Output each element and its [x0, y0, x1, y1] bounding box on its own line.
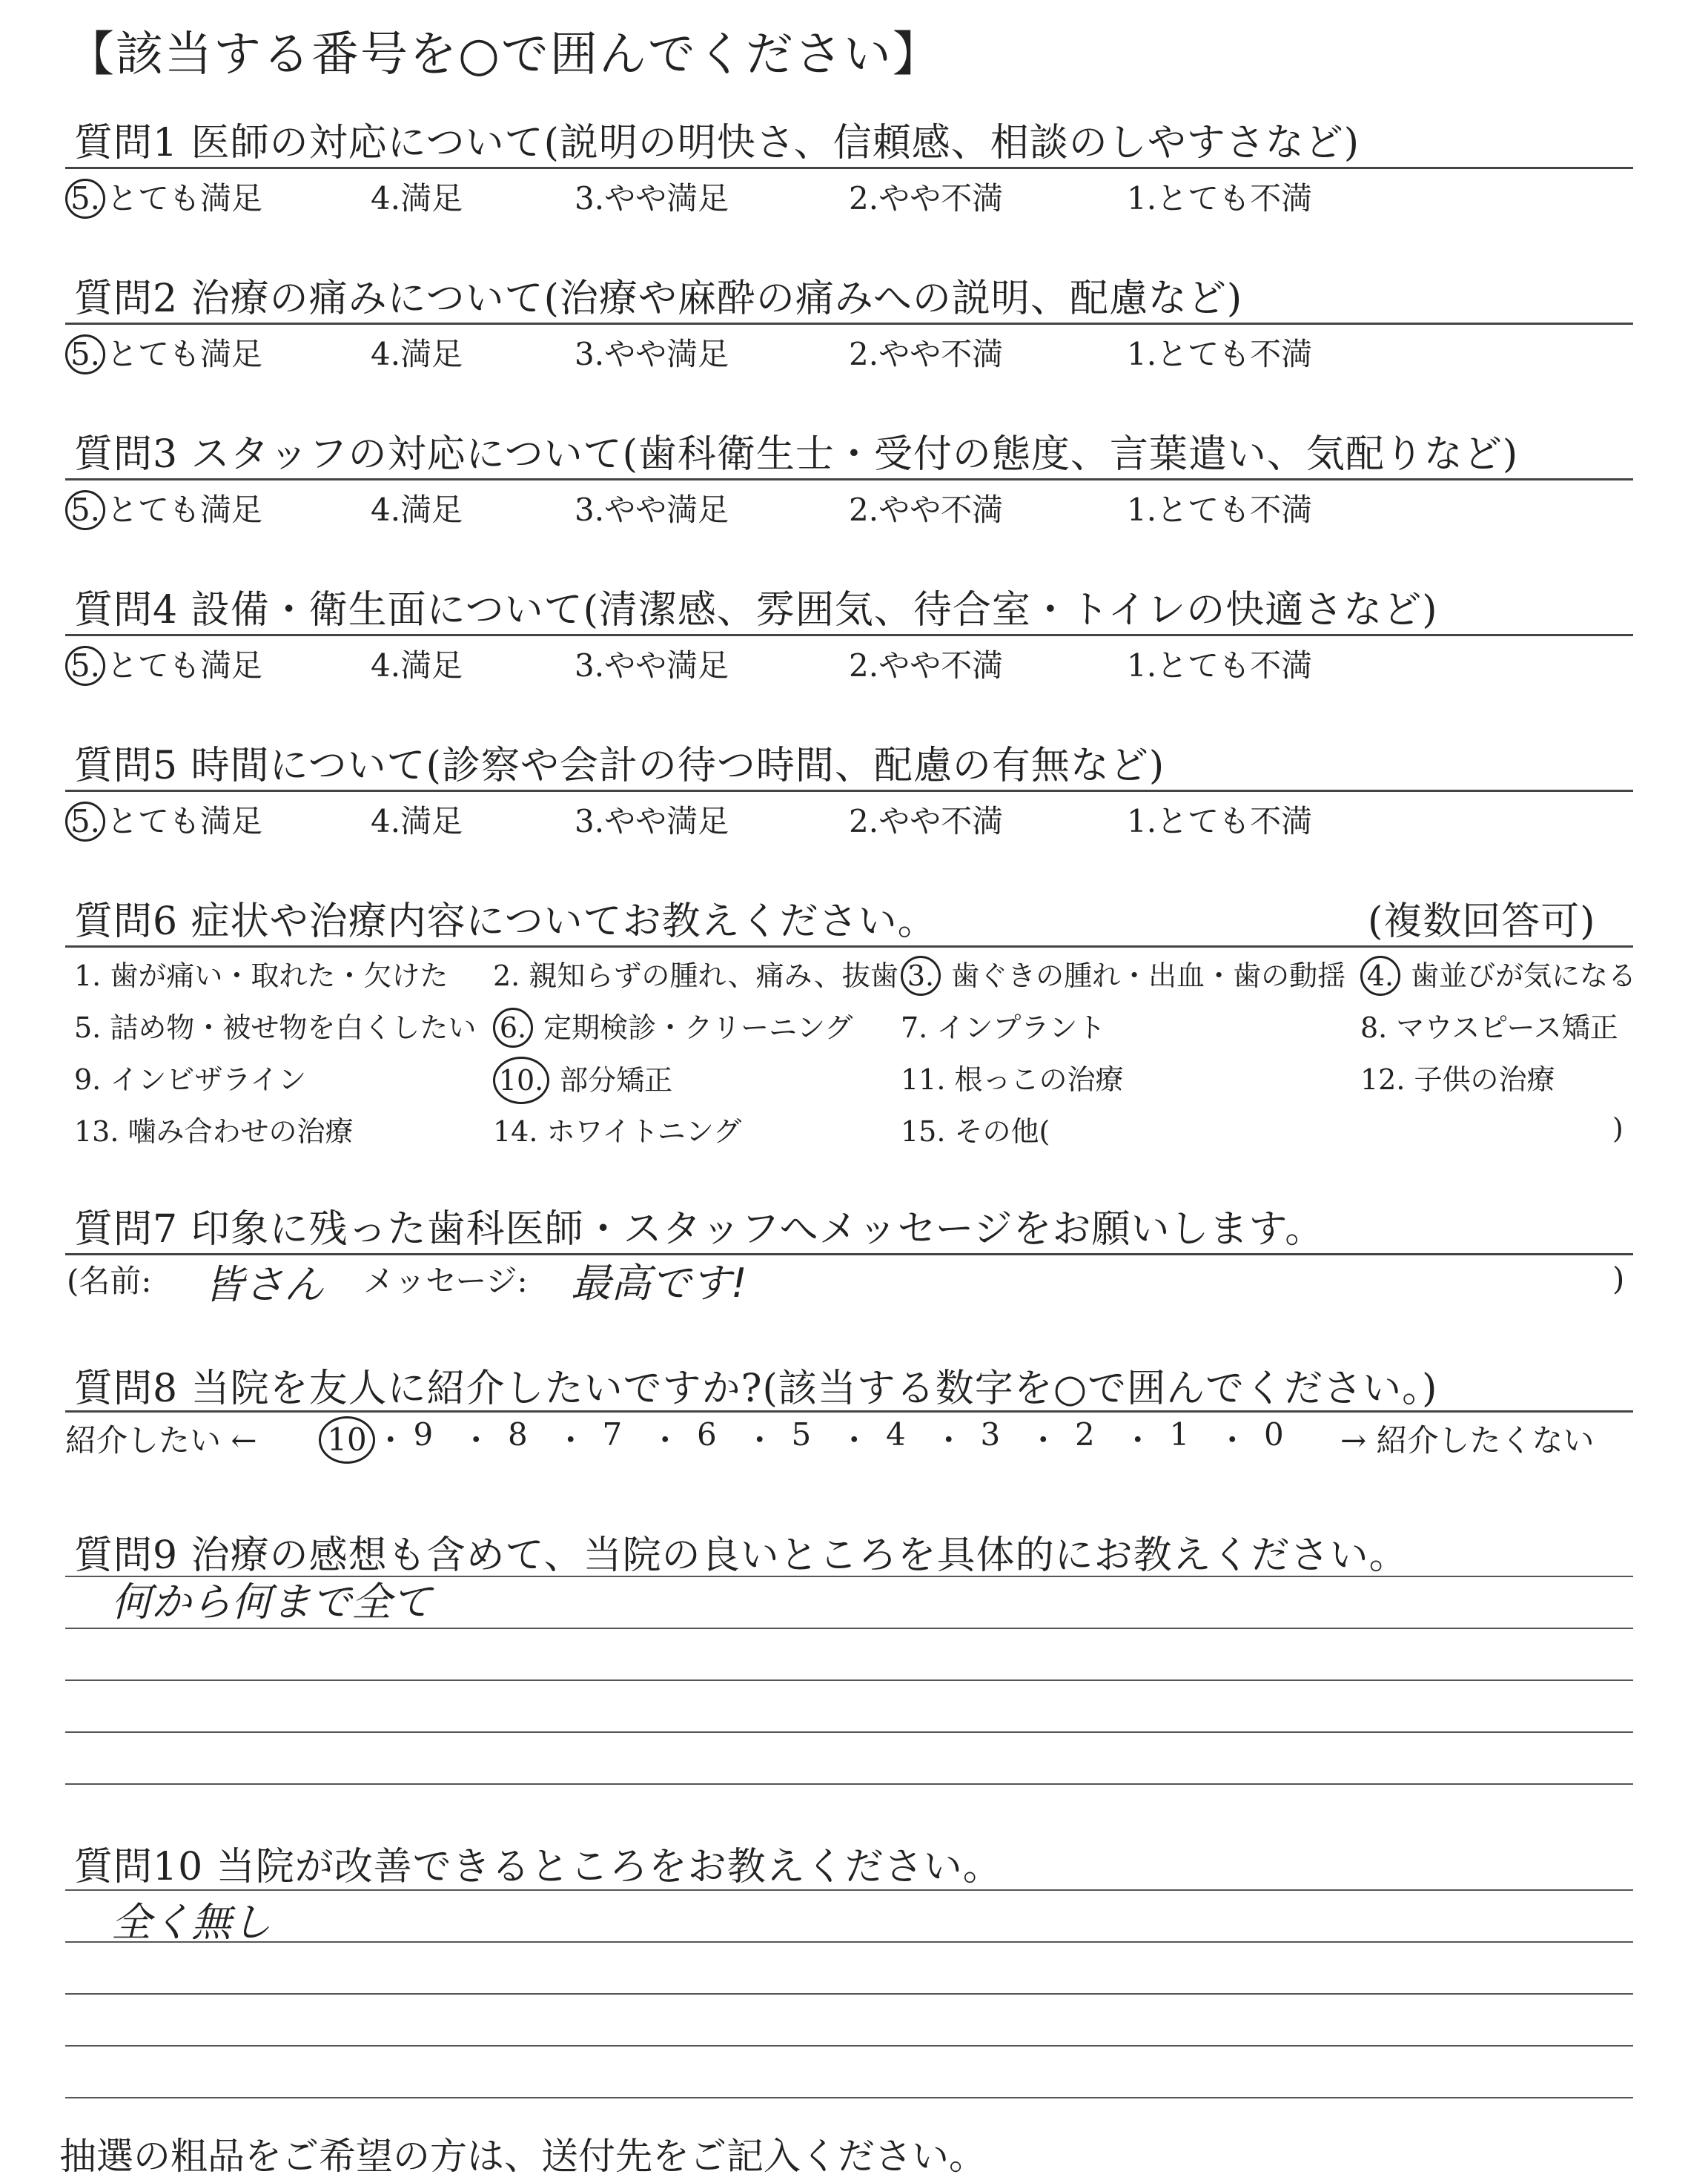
q4-option-3[interactable]: 3.やや満足 — [575, 647, 729, 684]
q10-line-5 — [65, 2097, 1633, 2098]
q1-title: 質問1 医師の対応について(説明の明快さ、信頼感、相談のしやすさなど) — [74, 121, 1360, 165]
q10-line-2 — [65, 1941, 1633, 1943]
q2-rule — [65, 323, 1633, 325]
q6-option-9[interactable]: 9. インビザライン — [74, 1063, 307, 1096]
q5-option-4[interactable]: 4.満足 — [371, 803, 463, 839]
q5-option-2[interactable]: 2.やや不満 — [849, 803, 1004, 839]
q8-left-label: 紹介したい ← — [65, 1422, 257, 1459]
q8-right-label: → 紹介したくない — [1340, 1422, 1595, 1459]
q4-option-2[interactable]: 2.やや不満 — [849, 647, 1004, 684]
q9-title: 質問9 治療の感想も含めて、当院の良いところを具体的にお教えください。 — [74, 1533, 1409, 1578]
q6-note: (複数回答可) — [1368, 899, 1596, 944]
q8-separator: ・ — [555, 1422, 586, 1459]
q10-line-3 — [65, 1993, 1633, 1995]
q8-scale-10[interactable] — [319, 1416, 377, 1464]
q3-option-5[interactable]: 5. とても満足 — [65, 486, 262, 530]
q1-rule — [65, 167, 1633, 169]
q2-option-1[interactable]: 1.とても不満 — [1127, 336, 1313, 372]
q5-title: 質問5 時間について(診察や会計の待つ時間、配慮の有無など) — [74, 744, 1165, 788]
q6-option-14[interactable]: 14. ホワイトニング — [493, 1115, 742, 1148]
q3-option-4[interactable]: 4.満足 — [371, 492, 463, 528]
q6-title: 質問6 症状や治療内容についてお教えください。 — [74, 899, 937, 944]
q6-option-1[interactable]: 1. 歯が痛い・取れた・欠けた — [74, 959, 448, 992]
form-header: 【該当する番号を○で囲んでください】 — [67, 27, 941, 82]
q7-close-paren: ) — [1612, 1261, 1625, 1297]
q9-line-4 — [65, 1731, 1633, 1733]
q6-option-13[interactable]: 13. 噛み合わせの治療 — [74, 1115, 354, 1148]
q8-scale-0[interactable]: 0 — [1264, 1416, 1284, 1453]
q8-separator: ・ — [744, 1422, 775, 1459]
q8-separator: ・ — [374, 1422, 406, 1459]
q1-option-1[interactable]: 1.とても不満 — [1127, 180, 1313, 217]
q6-option-10[interactable]: 10. 部分矯正 — [493, 1057, 672, 1104]
q8-scale-2[interactable]: 2 — [1075, 1416, 1095, 1453]
q10-line-4 — [65, 2045, 1633, 2047]
q10-line-1 — [65, 1889, 1633, 1891]
q8-separator: ・ — [1122, 1422, 1153, 1459]
q6-option-3[interactable]: 3. 歯ぐきの腫れ・出血・歯の動揺 — [901, 953, 1345, 996]
q7-message-label: メッセージ: — [363, 1263, 528, 1299]
q3-option-2[interactable]: 2.やや不満 — [849, 492, 1004, 528]
q3-rule — [65, 478, 1633, 480]
q8-scale-7[interactable]: 7 — [602, 1416, 623, 1453]
q8-scale-6[interactable]: 6 — [697, 1416, 717, 1453]
q8-separator: ・ — [1217, 1422, 1248, 1459]
q8-separator: ・ — [1027, 1422, 1059, 1459]
q2-option-4[interactable]: 4.満足 — [371, 336, 463, 372]
q8-scale-3[interactable]: 3 — [980, 1416, 1001, 1453]
selection-circle: 3. — [901, 956, 941, 996]
q2-option-5[interactable]: 5. とても満足 — [65, 330, 262, 374]
q4-option-5[interactable]: 5. とても満足 — [65, 641, 262, 686]
q10-answer[interactable]: 全く無し — [111, 1899, 271, 1946]
q5-option-3[interactable]: 3.やや満足 — [575, 803, 729, 839]
q5-option-1[interactable]: 1.とても不満 — [1127, 803, 1313, 839]
selection-circle: 5. — [65, 490, 105, 530]
selection-circle: 5. — [65, 179, 105, 219]
q4-rule — [65, 634, 1633, 636]
q1-option-3[interactable]: 3.やや満足 — [575, 180, 729, 217]
q6-option-11[interactable]: 11. 根っこの治療 — [901, 1063, 1124, 1096]
selection-circle: 10 — [319, 1416, 375, 1464]
selection-circle: 5. — [65, 802, 105, 842]
q8-rule — [65, 1410, 1633, 1413]
selection-circle: 4. — [1360, 956, 1400, 996]
q3-option-1[interactable]: 1.とても不満 — [1127, 492, 1313, 528]
selection-circle: 5. — [65, 334, 105, 374]
q6-option-5[interactable]: 5. 詰め物・被せ物を白くしたい — [74, 1011, 477, 1044]
footer-note: 抽選の粗品をご希望の方は、送付先をご記入ください。 — [59, 2135, 986, 2178]
q6-rule — [65, 945, 1633, 948]
q5-rule — [65, 790, 1633, 792]
q6-close-paren: ) — [1612, 1112, 1623, 1145]
q8-separator: ・ — [933, 1422, 964, 1459]
q4-option-4[interactable]: 4.満足 — [371, 647, 463, 684]
q8-scale-8[interactable]: 8 — [508, 1416, 528, 1453]
q3-option-3[interactable]: 3.やや満足 — [575, 492, 729, 528]
q8-separator: ・ — [838, 1422, 870, 1459]
q8-scale-4[interactable]: 4 — [886, 1416, 906, 1453]
q9-line-5 — [65, 1783, 1633, 1785]
q8-separator: ・ — [460, 1422, 492, 1459]
q1-option-4[interactable]: 4.満足 — [371, 180, 463, 217]
q2-option-3[interactable]: 3.やや満足 — [575, 336, 729, 372]
selection-circle: 5. — [65, 646, 105, 686]
q6-option-7[interactable]: 7. インプラント — [901, 1011, 1106, 1044]
q9-line-3 — [65, 1679, 1633, 1681]
q4-title: 質問4 設備・衛生面について(清潔感、雰囲気、待合室・トイレの快適さなど) — [74, 588, 1438, 632]
q6-option-15[interactable]: 15. その他( — [901, 1115, 1050, 1148]
q5-option-5[interactable]: 5. とても満足 — [65, 797, 262, 842]
q3-title: 質問3 スタッフの対応について(歯科衛生士・受付の態度、言葉遣い、気配りなど) — [74, 432, 1519, 477]
q6-option-12[interactable]: 12. 子供の治療 — [1360, 1063, 1555, 1096]
q6-option-2[interactable]: 2. 親知らずの腫れ、痛み、抜歯 — [493, 959, 898, 992]
q8-separator: ・ — [649, 1422, 681, 1459]
q8-title: 質問8 当院を友人に紹介したいですか?(該当する数字を○で囲んでください。) — [74, 1367, 1438, 1411]
q2-title: 質問2 治療の痛みについて(治療や麻酔の痛みへの説明、配慮など) — [74, 277, 1243, 321]
q8-scale-1[interactable]: 1 — [1169, 1416, 1190, 1453]
q1-option-2[interactable]: 2.やや不満 — [849, 180, 1004, 217]
q4-option-1[interactable]: 1.とても不満 — [1127, 647, 1313, 684]
q10-title: 質問10 当院が改善できるところをお教えください。 — [74, 1845, 1002, 1889]
q7-name-value[interactable]: 皆さん — [204, 1261, 324, 1308]
q7-message-value[interactable]: 最高です! — [571, 1260, 747, 1307]
q6-option-8[interactable]: 8. マウスピース矯正 — [1360, 1011, 1618, 1044]
q6-option-6[interactable]: 6. 定期検診・クリーニング — [493, 1005, 853, 1048]
q8-scale-5[interactable]: 5 — [791, 1416, 812, 1453]
q7-title: 質問7 印象に残った歯科医師・スタッフへメッセージをお願いします。 — [74, 1207, 1325, 1252]
q2-option-2[interactable]: 2.やや不満 — [849, 336, 1004, 372]
q6-option-4[interactable]: 4. 歯並びが気になる — [1360, 953, 1636, 996]
selection-circle: 6. — [493, 1008, 533, 1048]
q1-option-5[interactable]: 5. とても満足 — [65, 174, 262, 219]
selection-circle: 10. — [493, 1057, 549, 1104]
q8-scale-9[interactable]: 9 — [413, 1416, 434, 1453]
q7-name-label: (名前: — [67, 1263, 152, 1299]
q9-answer[interactable]: 何から何まで全て — [111, 1579, 431, 1625]
q9-line-2 — [65, 1628, 1633, 1629]
